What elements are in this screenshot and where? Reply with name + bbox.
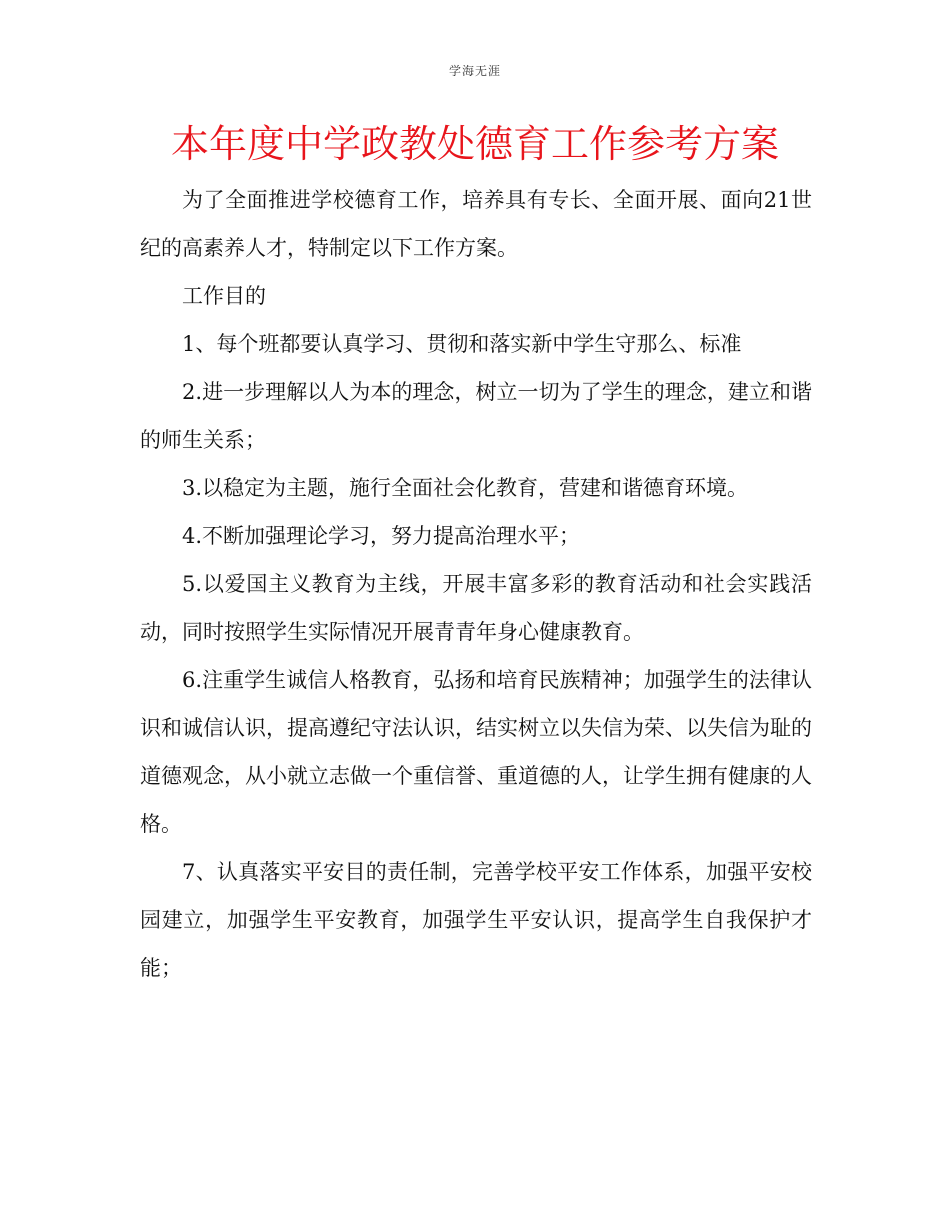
paragraph-item-6: 6.注重学生诚信人格教育，弘扬和培育民族精神；加强学生的法律认识和诚信认识，提高遵纪守法认识，结实树立以失信为荣、以失信为耻的道德观念，从小就立志做一个重信誉、重道德的人，让学生拥有健康的人格。 bbox=[140, 668, 812, 836]
paragraph-intro: 为了全面推进学校德育工作，培养具有专长、全面开展、面向21世纪的高素养人才，特制定以下工作方案。 bbox=[140, 188, 812, 260]
document-body bbox=[140, 176, 812, 992]
document-title: 本年度中学政教处德育工作参考方案 bbox=[170, 122, 779, 166]
paragraph-section-heading: 工作目的 bbox=[182, 284, 266, 308]
paragraph-item-4: 4.不断加强理论学习，努力提高治理水平； bbox=[182, 524, 581, 548]
page-header: 学海无涯 bbox=[448, 64, 501, 78]
paragraph-item-5: 5.以爱国主义教育为主线，开展丰富多彩的教育活动和社会实践活动，同时按照学生实际情况开展青青年身心健康教育。 bbox=[140, 572, 812, 644]
paragraph-item-1: 1、每个班都要认真学习、贯彻和落实新中学生守那么、标准 bbox=[182, 332, 742, 356]
paragraph-item-2: 2.进一步理解以人为本的理念，树立一切为了学生的理念，建立和谐的师生关系； bbox=[140, 380, 812, 452]
paragraph-item-7: 7、认真落实平安目的责任制，完善学校平安工作体系，加强平安校园建立，加强学生平安教育，加强学生平安认识，提高学生自我保护才能； bbox=[140, 860, 812, 980]
paragraph-item-3: 3.以稳定为主题，施行全面社会化教育，营建和谐德育环境。 bbox=[182, 476, 749, 500]
